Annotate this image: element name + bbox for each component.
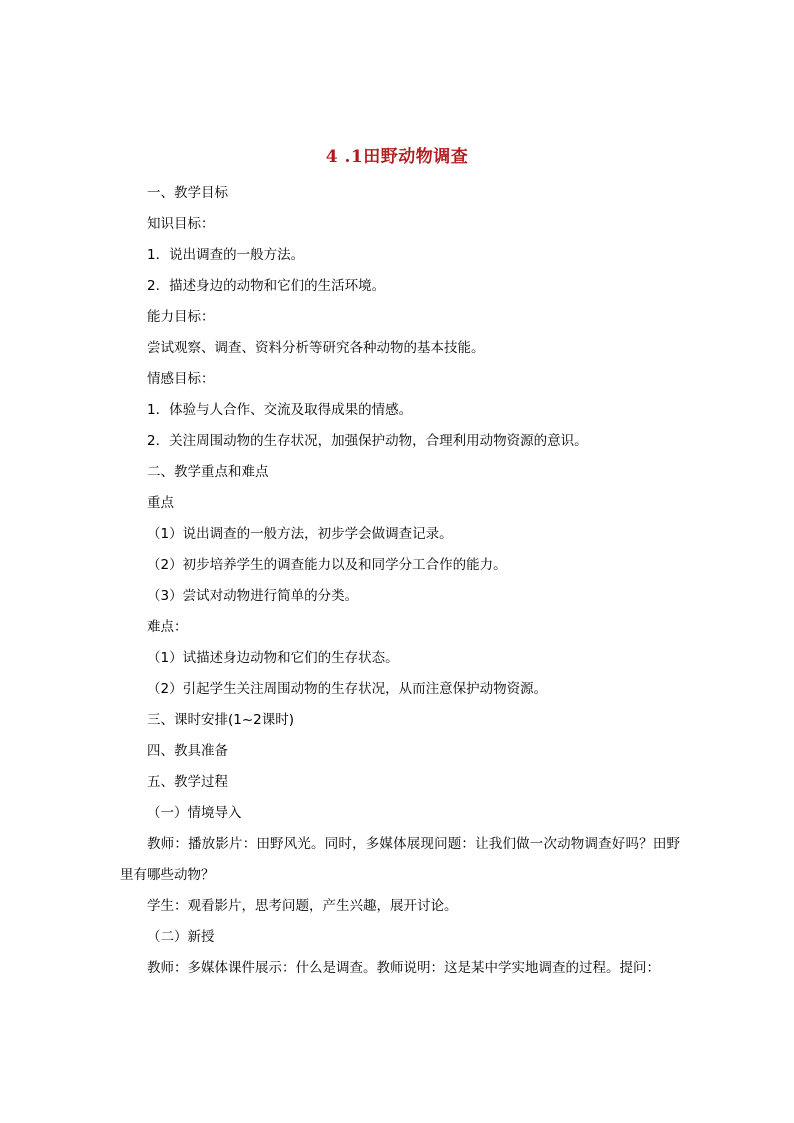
subheading-knowledge-goals: 知识目标： xyxy=(147,216,215,232)
section-heading-objectives: 一、教学目标 xyxy=(147,185,228,201)
document-body xyxy=(120,178,680,984)
list-item: （2）引起学生关注周围动物的生存状况，从而注意保护动物资源。 xyxy=(147,681,548,697)
subheading-difficulties: 难点： xyxy=(147,619,188,635)
list-item: （1）说出调查的一般方法，初步学会做调查记录。 xyxy=(147,526,453,542)
list-item: 2．描述身边的动物和它们的生活环境。 xyxy=(147,278,386,294)
subheading-emotion-goals: 情感目标： xyxy=(147,371,215,387)
list-item: （2）初步培养学生的调查能力以及和同学分工合作的能力。 xyxy=(147,557,507,573)
section-heading-process: 五、教学过程 xyxy=(147,774,228,790)
list-item: （3）尝试对动物进行简单的分类。 xyxy=(147,588,359,604)
subheading-key-points: 重点 xyxy=(147,495,174,511)
subheading-introduction: （一）情境导入 xyxy=(147,805,242,821)
list-item: 1．说出调查的一般方法。 xyxy=(147,247,305,263)
list-item: （1）试描述身边动物和它们的生存状态。 xyxy=(147,650,399,666)
text-line-students: 学生：观看影片，思考问题，产生兴趣，展开讨论。 xyxy=(147,898,458,914)
section-heading-schedule: 三、课时安排(1~2课时) xyxy=(147,712,295,728)
subheading-ability-goals: 能力目标： xyxy=(147,309,215,325)
text-line: 尝试观察、调查、资料分析等研究各种动物的基本技能。 xyxy=(147,340,485,356)
list-item: 1．体验与人合作、交流及取得成果的情感。 xyxy=(147,402,413,418)
paragraph-teacher-intro: 教师：播放影片：田野风光。同时，多媒体展现问题：让我们做一次动物调查好吗？田野里有哪些动物？ xyxy=(120,836,680,883)
text-line-teacher: 教师：多媒体课件展示：什么是调查。教师说明：这是某中学实地调查的过程。提问： xyxy=(147,960,660,976)
subheading-new-lesson: （二）新授 xyxy=(147,929,215,945)
document-title: 4 .1田野动物调查 xyxy=(325,147,469,167)
list-item: 2．关注周围动物的生存状况，加强保护动物，合理利用动物资源的意识。 xyxy=(147,433,588,449)
section-heading-key-points: 二、教学重点和难点 xyxy=(147,464,269,480)
section-heading-materials: 四、教具准备 xyxy=(147,743,228,759)
